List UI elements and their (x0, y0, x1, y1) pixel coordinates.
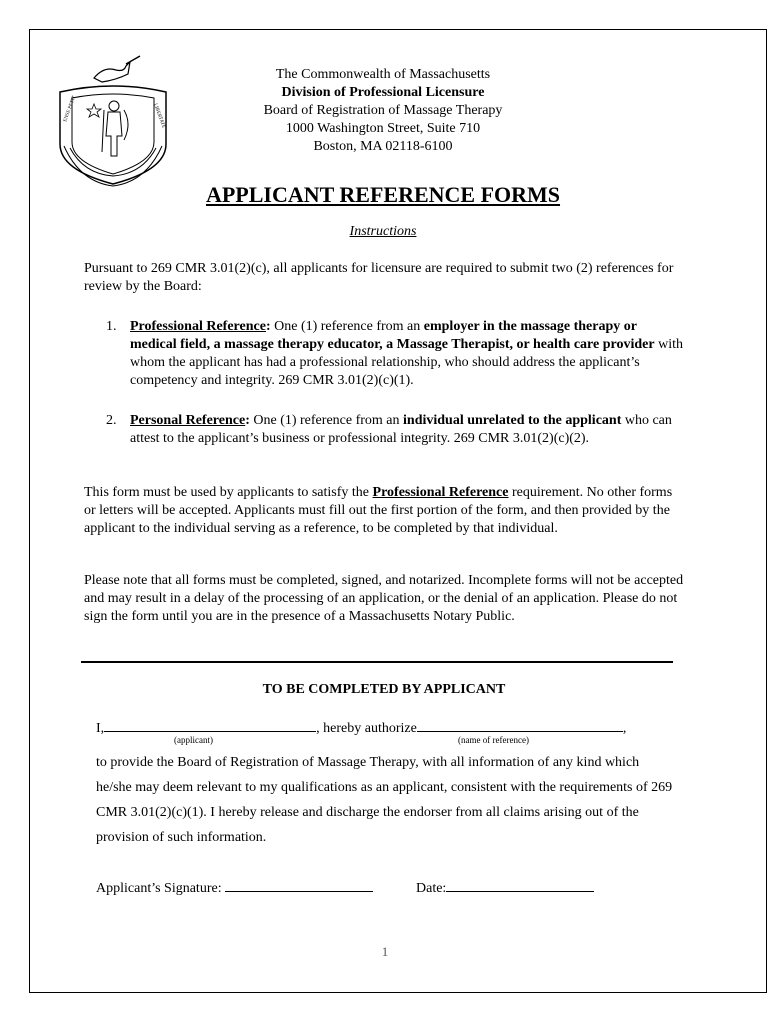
item-text: who can attest to the applicant’s business or professional integrity. 269 CMR 3.01(2)(c)(2). (130, 413, 672, 446)
signature-field[interactable] (225, 878, 373, 892)
massachusetts-seal-icon (54, 52, 172, 188)
svg-text:LIBERTATE: LIBERTATE (152, 102, 166, 130)
label-colon: : (265, 319, 271, 334)
item-text: One (1) reference from an (270, 319, 424, 334)
list-item-professional-reference (106, 318, 686, 390)
list-number: 2. (106, 413, 117, 428)
list-number: 1. (106, 319, 117, 334)
header-line-board: Board of Registration of Massage Therapy (263, 103, 503, 118)
list-item-personal-reference (106, 412, 686, 448)
auth-prefix: I, (96, 721, 105, 736)
date-label: Date: (416, 881, 447, 896)
date-field[interactable] (446, 878, 594, 892)
paragraph-text: This form must be used by applicants to satisfy the (84, 485, 373, 500)
auth-middle: , hereby authorize (316, 721, 417, 736)
header-line-division: Division of Professional Licensure (281, 85, 485, 100)
intro-paragraph: Pursuant to 269 CMR 3.01(2)(c), all applicants for licensure are required to submit two (2) references for review by the Board: (84, 261, 674, 294)
personal-reference-label: Personal Reference (130, 413, 246, 428)
professional-reference-label: Professional Reference (130, 319, 266, 334)
applicant-caption: (applicant) (174, 735, 213, 745)
form-usage-paragraph (84, 484, 684, 538)
notarization-paragraph: Please note that all forms must be completed, signed, and notarized. Incomplete forms will not be accepted and may result in a delay of the processing of an application, or the denial of an application. Please do not sign the form until you are in the presence of a Massachusetts Notary Public. (84, 573, 684, 624)
label-colon: : (245, 413, 250, 428)
header-line-city: Boston, MA 02118-6100 (313, 139, 453, 154)
signature-line (96, 878, 373, 897)
item-text: One (1) reference from an (249, 413, 404, 428)
item-bold-text: individual unrelated to the applicant (403, 413, 622, 428)
paragraph-text: requirement. No other forms or letters will be accepted. Applicants must fill out the first portion of the form, and then provided by the applicant to the individual serving as a reference, to be completed by that individual. (84, 485, 673, 536)
item-text: with whom the applicant has had a professional relationship, who should address the applicant’s competency and integrity. 269 CMR 3.01(2)(c)(1). (130, 337, 683, 388)
date-line (416, 878, 594, 897)
reference-caption: (name of reference) (458, 735, 529, 745)
applicant-name-field[interactable] (104, 718, 316, 732)
professional-reference-emphasis: Professional Reference (372, 485, 509, 500)
reference-name-field[interactable] (417, 718, 623, 732)
header-line-street: 1000 Washington Street, Suite 710 (285, 121, 481, 136)
page-title: APPLICANT REFERENCE FORMS (205, 182, 561, 207)
section-divider (81, 661, 673, 663)
svg-text:ENSE PETIT: ENSE PETIT (63, 95, 78, 123)
header-line-commonwealth: The Commonwealth of Massachusetts (275, 67, 491, 82)
page-number: 1 (381, 944, 389, 959)
auth-suffix: , (622, 721, 627, 736)
instructions-heading: Instructions (349, 224, 417, 239)
applicant-section-title: TO BE COMPLETED BY APPLICANT (262, 682, 506, 697)
signature-label: Applicant’s Signature: (96, 881, 222, 896)
item-bold-text: employer in the massage therapy or medical field, a massage therapy educator, a Massage Therapist, or health care provider (130, 319, 655, 352)
agency-header (200, 66, 566, 156)
authorization-body: to provide the Board of Registration of Massage Therapy, with all information of any kind which he/she may deem relevant to my qualifications as an applicant, consistent with the requirements of 269 CMR 3.01(2)(c)(1). I hereby release and discharge the endorser from all claims arising out of the provision of such information. (96, 755, 673, 845)
